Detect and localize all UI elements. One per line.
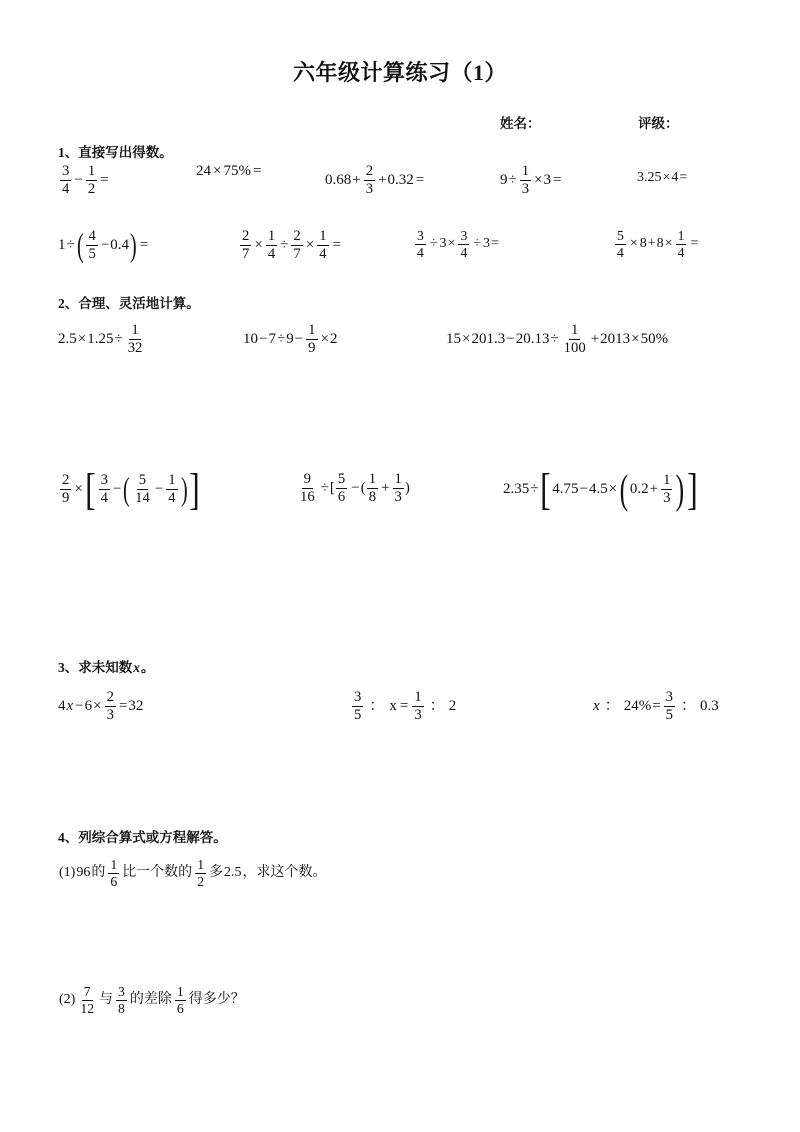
text-bi-yi-ge-shu-de: 比一个数的 bbox=[122, 865, 193, 881]
problem-s2q2 bbox=[243, 323, 337, 355]
ratio-colon-2: ： bbox=[681, 697, 697, 714]
fraction-1-4: $\frac{1}{4}$ bbox=[267, 228, 276, 262]
fraction-1-6: $\frac{1}{6}$ bbox=[176, 984, 184, 1016]
section-2-heading bbox=[58, 292, 200, 312]
operator-times: × bbox=[93, 697, 102, 714]
operand-3-25: 3.25 bbox=[637, 170, 662, 185]
operand-6: 6 bbox=[84, 697, 93, 714]
name-field-label: 姓名： bbox=[500, 116, 541, 131]
operand-2-5: 2.5 bbox=[58, 330, 77, 347]
equals-sign: = bbox=[690, 236, 699, 252]
ratio-colon-1: ： bbox=[369, 697, 385, 714]
fraction-1-2: $\frac{1}{2}$ bbox=[197, 857, 205, 889]
operand-3-b: 3 bbox=[483, 236, 490, 252]
equals-sign: = bbox=[491, 236, 499, 252]
equals-sign: = bbox=[415, 171, 425, 188]
operator-minus: − bbox=[506, 330, 515, 347]
problem-s1q7 bbox=[238, 229, 343, 261]
section-3-variable: x bbox=[133, 660, 140, 675]
operator-divide: ÷ bbox=[429, 236, 438, 252]
left-bracket: [ bbox=[329, 480, 335, 497]
operand-2: 2 bbox=[329, 330, 338, 347]
fraction-2-9: $\frac{2}{9}$ bbox=[62, 472, 70, 507]
fraction-2-7-b: $\frac{2}{7}$ bbox=[293, 228, 301, 262]
ratio-colon-1: ： bbox=[604, 697, 620, 714]
left-bracket: [ bbox=[84, 465, 96, 514]
problem-label-2: (2) bbox=[59, 992, 76, 1008]
left-bracket: [ bbox=[540, 465, 552, 514]
equals-sign: = bbox=[118, 697, 128, 714]
fraction-1-32: $\frac{1}{32}$ bbox=[127, 322, 143, 356]
fraction-1-3: $\frac{1}{3}$ bbox=[521, 163, 530, 197]
equals-sign: = bbox=[652, 697, 661, 714]
operand-0-2: 0.2 bbox=[629, 481, 649, 498]
problem-s2q6 bbox=[503, 465, 699, 514]
operand-4-75: 4.75 bbox=[552, 481, 579, 498]
operator-plus: + bbox=[352, 171, 361, 188]
fraction-3-8: $\frac{3}{8}$ bbox=[118, 984, 125, 1016]
page-title: 六年级计算练习（1） bbox=[292, 60, 507, 85]
operator-divide: ÷ bbox=[66, 236, 75, 253]
operator-divide: ÷ bbox=[114, 330, 123, 347]
operand-4: 4 bbox=[671, 170, 679, 185]
right-paren: ) bbox=[180, 471, 188, 508]
operand-0-3: 0.3 bbox=[700, 697, 719, 714]
operator-minus: − bbox=[75, 697, 84, 714]
operand-8: 8 bbox=[639, 236, 647, 252]
problem-s3q2 bbox=[350, 690, 456, 722]
operator-minus: − bbox=[74, 171, 83, 188]
operator-times-2: × bbox=[305, 236, 315, 253]
fraction-1-3: $\frac{1}{3}$ bbox=[414, 689, 422, 723]
right-bracket: ] bbox=[189, 465, 201, 514]
section-2-number: 2、 bbox=[58, 296, 79, 311]
text-duo: 多 bbox=[209, 865, 224, 881]
operand-2-35: 2.35 bbox=[503, 481, 530, 498]
equals-sign: = bbox=[139, 236, 149, 253]
fraction-1-4-b: $\frac{1}{4}$ bbox=[319, 228, 327, 262]
problem-s1q9 bbox=[613, 229, 700, 259]
equals-sign: = bbox=[100, 171, 109, 188]
problem-s1q5 bbox=[637, 171, 688, 185]
fraction-2-3: $\frac{2}{3}$ bbox=[365, 163, 374, 197]
left-paren: ( bbox=[360, 480, 366, 497]
section-3-title-post: 。 bbox=[141, 660, 155, 675]
operator-plus: + bbox=[649, 481, 659, 498]
fraction-3-4: $\frac{3}{4}$ bbox=[417, 228, 424, 260]
problem-s4q1 bbox=[58, 858, 328, 888]
operand-24: 24 bbox=[196, 163, 211, 179]
operator-minus: − bbox=[579, 481, 588, 498]
section-3-heading bbox=[58, 656, 155, 676]
operand-10: 10 bbox=[243, 330, 258, 347]
left-paren: ( bbox=[76, 226, 84, 263]
operand-1-25: 1.25 bbox=[87, 330, 114, 347]
fraction-1-3: $\frac{1}{3}$ bbox=[663, 472, 671, 507]
problem-s1q1 bbox=[58, 164, 110, 196]
right-paren: ) bbox=[404, 480, 410, 497]
section-3-number: 3、 bbox=[58, 660, 79, 675]
section-2-title: 合理、灵活地计算。 bbox=[78, 296, 200, 311]
operator-times: × bbox=[534, 171, 543, 188]
operand-2-5: 2.5 bbox=[224, 865, 242, 881]
fraction-7-12: $\frac{7}{12}$ bbox=[80, 984, 95, 1016]
operator-divide: ÷ bbox=[280, 236, 289, 253]
operator-divide: ÷ bbox=[508, 171, 517, 188]
operand-20-13: 20.13 bbox=[515, 330, 550, 347]
operand-2: 2 bbox=[448, 697, 457, 714]
operand-8-b: 8 bbox=[656, 236, 664, 252]
operator-divide: ÷ bbox=[276, 330, 286, 347]
operator-minus: − bbox=[259, 330, 268, 347]
operand-0-68: 0.68 bbox=[325, 171, 352, 188]
problem-s2q4 bbox=[58, 465, 201, 514]
equals-sign: = bbox=[332, 236, 342, 253]
fraction-3-5: $\frac{3}{5}$ bbox=[354, 689, 362, 723]
operator-divide-2: ÷ bbox=[473, 236, 481, 252]
problem-s1q8 bbox=[413, 229, 500, 259]
header-fields bbox=[0, 112, 800, 132]
fraction-1-9: $\frac{1}{9}$ bbox=[308, 322, 316, 356]
equals-sign: = bbox=[399, 697, 409, 714]
equals-sign: = bbox=[553, 171, 562, 188]
operator-divide: ÷ bbox=[320, 479, 329, 496]
coefficient-4: 4 bbox=[58, 697, 66, 714]
fraction-3-4-b: $\frac{3}{4}$ bbox=[460, 228, 468, 260]
problem-s4q2 bbox=[58, 985, 246, 1015]
operator-divide: ÷ bbox=[550, 330, 559, 347]
problem-s1q4 bbox=[500, 164, 564, 196]
operator-times: × bbox=[447, 236, 456, 252]
right-paren: ) bbox=[676, 466, 685, 513]
operator-times: × bbox=[462, 330, 471, 347]
problem-s2q1 bbox=[58, 323, 146, 355]
operator-plus: + bbox=[381, 479, 390, 496]
operator-times: × bbox=[608, 481, 618, 498]
operator-times-2: × bbox=[631, 330, 640, 347]
text-qiu-zhe-ge-shu: ，求这个数。 bbox=[242, 865, 327, 881]
grade-field-label: 评级： bbox=[638, 116, 679, 131]
fraction-1-8: $\frac{1}{8}$ bbox=[368, 471, 377, 505]
left-paren: ( bbox=[123, 471, 131, 508]
operand-9: 9 bbox=[500, 171, 508, 188]
operator-times: × bbox=[213, 163, 222, 179]
fraction-5-4: $\frac{5}{4}$ bbox=[617, 228, 624, 260]
operand-3: 3 bbox=[543, 171, 552, 188]
problem-s1q2 bbox=[196, 164, 263, 179]
operator-times: × bbox=[629, 236, 638, 252]
fraction-3-5: $\frac{3}{5}$ bbox=[665, 689, 673, 723]
fraction-1-4: $\frac{1}{4}$ bbox=[168, 472, 176, 507]
section-4-number: 4、 bbox=[58, 830, 79, 845]
operator-times: × bbox=[77, 330, 87, 347]
section-4-title: 列综合算式或方程解答。 bbox=[78, 830, 227, 845]
problem-s1q3 bbox=[325, 164, 426, 196]
problem-s3q1 bbox=[58, 690, 143, 722]
fraction-4-5: $\frac{4}{5}$ bbox=[88, 228, 96, 262]
section-1-title: 直接写出得数。 bbox=[78, 145, 173, 160]
operator-minus-2: − bbox=[154, 481, 164, 498]
operator-times: × bbox=[662, 170, 671, 185]
operator-divide: ÷ bbox=[530, 481, 539, 498]
operator-minus-2: − bbox=[294, 330, 304, 347]
fraction-1-2: $\frac{1}{2}$ bbox=[87, 163, 96, 197]
operator-plus: + bbox=[590, 330, 600, 347]
fraction-1-6: $\frac{1}{6}$ bbox=[110, 857, 118, 889]
fraction-1-100: $\frac{1}{100}$ bbox=[563, 322, 586, 356]
operator-minus: − bbox=[112, 481, 122, 498]
fraction-1-4: $\frac{1}{4}$ bbox=[677, 228, 685, 260]
operand-4-5: 4.5 bbox=[588, 481, 608, 498]
section-1-number: 1、 bbox=[58, 145, 79, 160]
operand-2013: 2013 bbox=[600, 330, 631, 347]
fraction-3-4: $\frac{3}{4}$ bbox=[62, 163, 70, 197]
operand-0-32: 0.32 bbox=[387, 171, 414, 188]
operator-minus: − bbox=[100, 236, 110, 253]
operator-times: × bbox=[320, 330, 329, 347]
problem-s2q5 bbox=[296, 472, 409, 504]
operator-plus: + bbox=[647, 236, 656, 252]
operand-96: 96 bbox=[76, 865, 91, 881]
operand-0-4: 0.4 bbox=[110, 236, 130, 253]
operator-times-2: × bbox=[664, 236, 673, 252]
operator-plus-2: + bbox=[378, 171, 387, 188]
problem-label-1: (1) bbox=[59, 865, 76, 881]
text-yu: 与 bbox=[99, 992, 114, 1008]
operand-75pct: 75% bbox=[223, 163, 251, 179]
problem-s1q6 bbox=[58, 226, 150, 263]
variable-x: x bbox=[593, 697, 600, 714]
operand-24pct: 24% bbox=[623, 697, 652, 714]
fraction-5-14: $\frac{5}{14}$ bbox=[135, 472, 150, 507]
fraction-2-7: $\frac{2}{7}$ bbox=[242, 228, 250, 262]
section-1-heading bbox=[58, 141, 173, 161]
fraction-9-16: $\frac{9}{16}$ bbox=[300, 471, 315, 505]
operator-times: × bbox=[254, 236, 263, 253]
variable-x: x bbox=[66, 697, 74, 714]
fraction-3-4: $\frac{3}{4}$ bbox=[100, 472, 108, 507]
operand-9: 9 bbox=[286, 330, 294, 347]
fraction-2-3: $\frac{2}{3}$ bbox=[106, 689, 114, 723]
right-paren: ) bbox=[130, 226, 137, 263]
problem-s2q3 bbox=[446, 323, 668, 355]
operand-1: 1 bbox=[58, 236, 66, 253]
equals-sign: = bbox=[679, 170, 688, 185]
text-de: 的 bbox=[91, 865, 106, 881]
fraction-1-3: $\frac{1}{3}$ bbox=[394, 471, 402, 505]
variable-x: x bbox=[389, 697, 397, 714]
problem-s3q3 bbox=[592, 690, 719, 722]
operand-50pct: 50% bbox=[640, 330, 669, 347]
section-4-heading bbox=[58, 826, 227, 846]
section-3-title-pre: 求未知数 bbox=[78, 660, 133, 675]
operand-3: 3 bbox=[439, 236, 447, 252]
text-de-duo-shao: 得多少？ bbox=[188, 992, 245, 1008]
right-bracket: ] bbox=[687, 465, 698, 514]
operand-32: 32 bbox=[128, 697, 144, 714]
operator-minus: − bbox=[351, 479, 360, 496]
equals-sign: = bbox=[252, 163, 262, 179]
operand-7: 7 bbox=[268, 330, 276, 347]
left-paren: ( bbox=[619, 466, 629, 513]
operand-15: 15 bbox=[446, 330, 461, 347]
text-de-cha-chu: 的差除 bbox=[129, 992, 172, 1008]
ratio-colon-2: ： bbox=[429, 697, 445, 714]
fraction-5-6: $\frac{5}{6}$ bbox=[337, 471, 346, 505]
operator-times: × bbox=[74, 481, 83, 498]
operand-201-3: 201.3 bbox=[471, 330, 506, 347]
